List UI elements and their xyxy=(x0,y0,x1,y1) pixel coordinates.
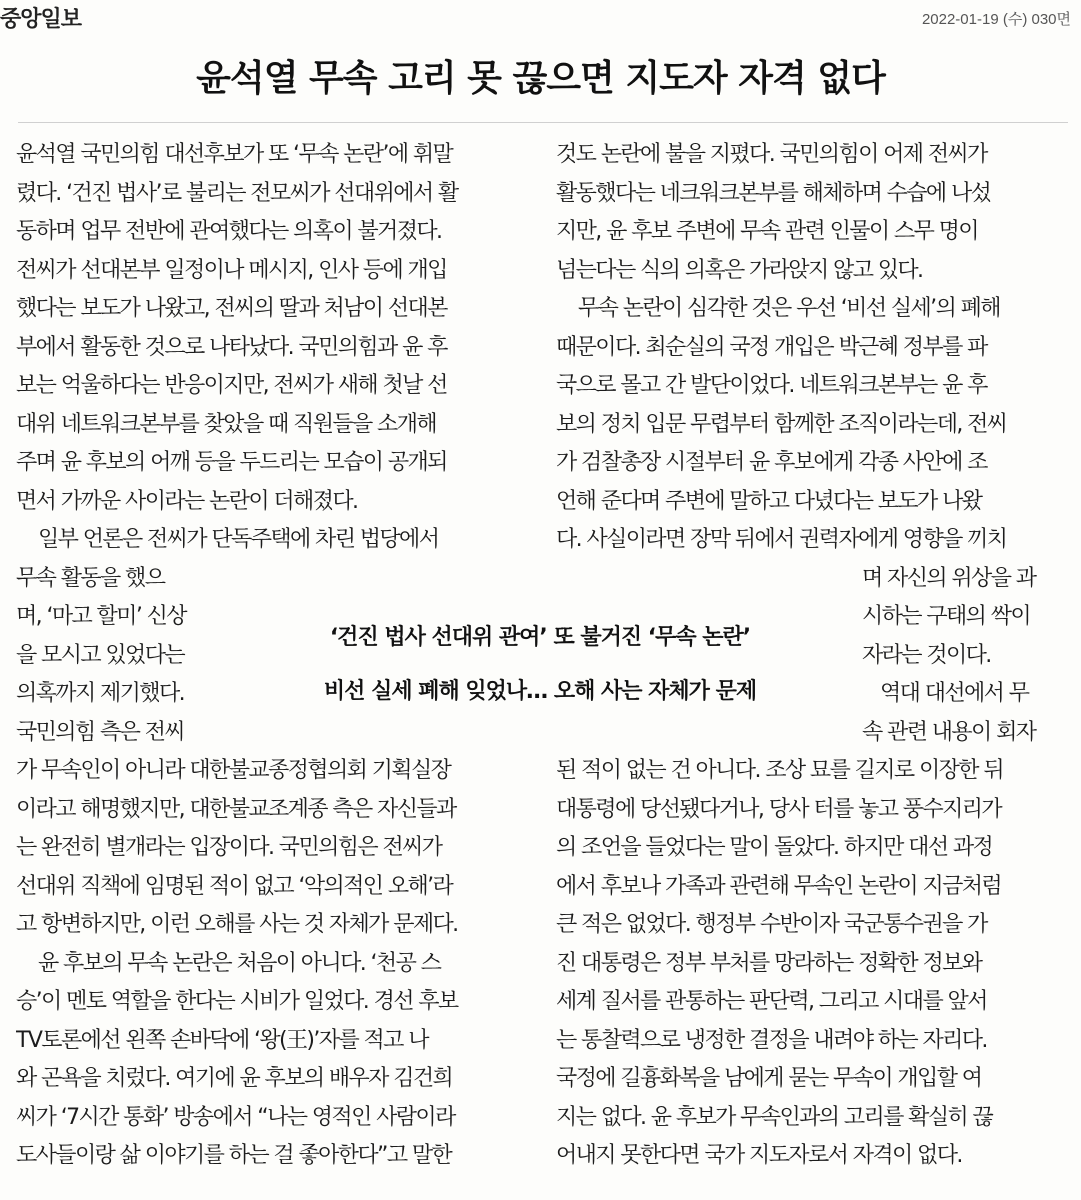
body-text-line: 역대 대선에서 무 xyxy=(880,681,1029,706)
body-text-line: 승’이 멘토 역할을 한다는 시비가 일었다. 경선 후보 xyxy=(16,989,458,1014)
headline-divider xyxy=(18,122,1068,123)
body-text-line: 언해 준다며 주변에 말하고 다녔다는 보도가 나왔 xyxy=(556,488,982,514)
body-text-line: 자라는 것이다. xyxy=(862,642,991,668)
body-text-line: 가 무속인이 아니라 대한불교종정협의회 기획실장 xyxy=(16,758,451,783)
body-text-line: 대통령에 당선됐다거나, 당사 터를 놓고 풍수지리가 xyxy=(556,796,1002,822)
body-text-line: 국민의힘 측은 전씨 xyxy=(16,719,185,745)
body-text-line: 대위 네트워크본부를 찾았을 때 직원들을 소개해 xyxy=(16,411,437,437)
body-text-line: 선대위 직책에 임명된 적이 없고 ‘악의적인 오해’라 xyxy=(16,873,453,899)
body-text-line: 동하며 업무 전반에 관여했다는 의혹이 불거졌다. xyxy=(16,219,442,244)
body-text-line: 시하는 구태의 싹이 xyxy=(862,604,1031,629)
body-text-line: 보의 정치 입문 무렵부터 함께한 조직이라는데, 전씨 xyxy=(556,411,1007,437)
body-text-line: 다. 사실이라면 장막 뒤에서 권력자에게 영향을 끼치 xyxy=(556,527,1007,552)
body-text-line: 의혹까지 제기했다. xyxy=(16,681,185,706)
body-text-line: 어내지 못한다면 국가 지도자로서 자격이 없다. xyxy=(556,1143,962,1168)
body-text-line: 지는 없다. 윤 후보가 무속인과의 고리를 확실히 끊 xyxy=(556,1104,993,1130)
editorial-headline: 윤석열 무속 고리 못 끊으면 지도자 자격 없다 xyxy=(196,57,885,99)
body-text-line: 세계 질서를 관통하는 판단력, 그리고 시대를 앞서 xyxy=(556,989,987,1014)
body-text-line: 했다는 보도가 나왔고, 전씨의 딸과 처남이 선대본 xyxy=(16,296,447,321)
body-text-line: 보는 억울하다는 반응이지만, 전씨가 새해 첫날 선 xyxy=(16,373,447,398)
body-text-line: 국정에 길흉화복을 남에게 묻는 무속이 개입할 여 xyxy=(556,1066,982,1091)
body-text-line: TV토론에선 왼쪽 손바닥에 ‘왕(王)’자를 적고 나 xyxy=(16,1027,428,1053)
body-text-line: 무속 논란이 심각한 것은 우선 ‘비선 실세’의 폐해 xyxy=(578,296,1000,321)
body-text-line: 고 항변하지만, 이런 오해를 사는 것 자체가 문제다. xyxy=(16,912,458,937)
body-text-line: 큰 적은 없었다. 행정부 수반이자 국군통수권을 가 xyxy=(556,912,987,937)
body-text-line: 지만, 윤 후보 주변에 무속 관련 인물이 스무 명이 xyxy=(556,219,978,244)
subheadline-2: 비선 실세 폐해 잊었나… 오해 사는 자체가 문제 xyxy=(323,679,757,704)
body-text-line: 에서 후보나 가족과 관련해 무속인 논란이 지금처럼 xyxy=(556,873,1002,899)
body-text-line: 윤 후보의 무속 논란은 처음이 아니다. ‘천공 스 xyxy=(38,950,441,976)
body-text-line: 때문이다. 최순실의 국정 개입은 박근혜 정부를 파 xyxy=(556,334,987,360)
body-text-line: 며 자신의 위상을 과 xyxy=(862,565,1036,591)
body-text-line: 가 검찰총장 시절부터 윤 후보에게 각종 사안에 조 xyxy=(556,450,987,475)
body-text-line: 무속 활동을 했으 xyxy=(16,565,165,591)
body-text-line: 씨가 ‘7시간 통화’ 방송에서 “나는 영적인 사람이라 xyxy=(16,1104,455,1130)
body-text-line: 도사들이랑 삶 이야기를 하는 걸 좋아한다”고 말한 xyxy=(16,1143,452,1168)
body-text-line: 것도 논란에 불을 지폈다. 국민의힘이 어제 전씨가 xyxy=(556,142,987,167)
body-text-line: 을 모시고 있었다는 xyxy=(16,642,185,668)
body-text-line: 면서 가까운 사이라는 논란이 더해졌다. xyxy=(16,488,358,514)
body-text-line: 활동했다는 네크워크본부를 해체하며 수습에 나섰 xyxy=(556,180,991,206)
body-text-line: 는 통찰력으로 냉정한 결정을 내려야 하는 자리다. xyxy=(556,1027,987,1053)
body-text-line: 된 적이 없는 건 아니다. 조상 묘를 길지로 이장한 뒤 xyxy=(556,758,1003,783)
body-text-line: 넘는다는 식의 의혹은 가라앉지 않고 있다. xyxy=(556,257,923,283)
body-text-line: 와 곤욕을 치렀다. 여기에 윤 후보의 배우자 김건희 xyxy=(16,1066,453,1091)
subheadline-1: ‘건진 법사 선대위 관여’ 또 불거진 ‘무속 논란’ xyxy=(329,625,751,650)
body-text-line: 일부 언론은 전씨가 단독주택에 차린 법당에서 xyxy=(38,527,439,552)
body-text-line: 전씨가 선대본부 일정이나 메시지, 인사 등에 개입 xyxy=(16,257,447,283)
body-text-line: 렸다. ‘건진 법사’로 불리는 전모씨가 선대위에서 활 xyxy=(16,180,458,206)
issue-dateline: 2022-01-19 (수) 030면 xyxy=(921,11,1071,28)
body-text-line: 윤석열 국민의힘 대선후보가 또 ‘무속 논란’에 휘말 xyxy=(16,142,453,167)
body-text-line: 며, ‘마고 할미’ 신상 xyxy=(16,604,186,629)
body-text-line: 는 완전히 별개라는 입장이다. 국민의힘은 전씨가 xyxy=(16,835,442,860)
body-text-line: 이라고 해명했지만, 대한불교조계종 측은 자신들과 xyxy=(16,796,456,822)
body-text-line: 국으로 몰고 간 발단이었다. 네트워크본부는 윤 후 xyxy=(556,373,987,398)
newspaper-masthead: 중앙일보 xyxy=(0,7,82,32)
body-text-line: 주며 윤 후보의 어깨 등을 두드리는 모습이 공개되 xyxy=(16,450,447,475)
body-text-line: 속 관련 내용이 회자 xyxy=(862,719,1036,745)
body-text-line: 진 대통령은 정부 부처를 망라하는 정확한 정보와 xyxy=(556,950,982,976)
body-text-line: 의 조언을 들었다는 말이 돌았다. 하지만 대선 과정 xyxy=(556,835,993,860)
body-text-line: 부에서 활동한 것으로 나타났다. 국민의힘과 윤 후 xyxy=(16,334,447,360)
